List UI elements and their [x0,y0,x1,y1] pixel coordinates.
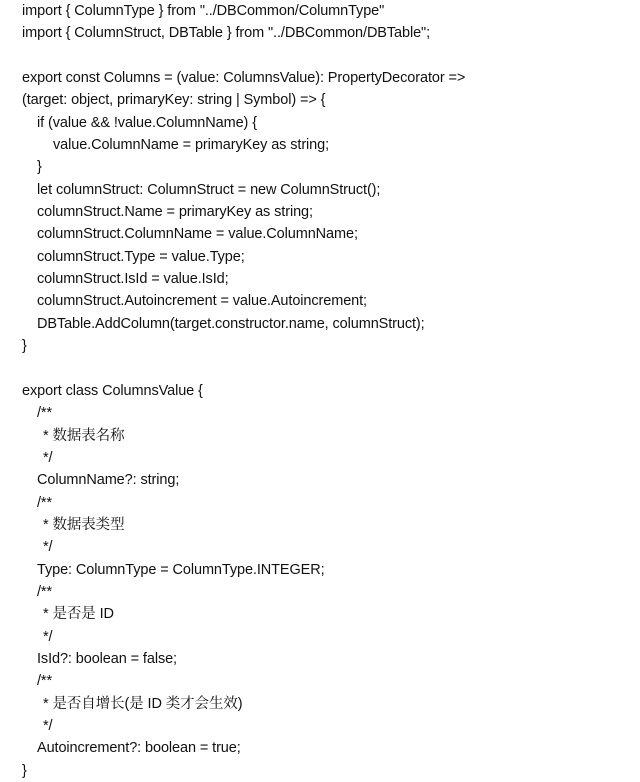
code-line: columnStruct.ColumnName = value.ColumnName; [37,226,358,243]
code-line: export const Columns = (value: ColumnsValue): PropertyDecorator => [22,70,466,87]
code-line: value.ColumnName = primaryKey as string; [53,137,330,154]
code-line: import { ColumnType } from "../DBCommon/ColumnType" [22,3,385,19]
code-line: } [37,159,42,176]
code-line: if (value && !value.ColumnName) { [37,114,257,131]
code-line: columnStruct.Type = value.Type; [37,248,245,265]
code-line: ColumnName?: string; [37,472,180,489]
code-line: } [22,338,27,355]
code-line: export class ColumnsValue { [22,382,203,399]
comment-line: /** [37,673,53,690]
comment-line: */ [43,628,53,645]
blank-line [22,358,632,380]
code-line: columnStruct.Name = primaryKey as string; [37,204,313,221]
comment-line: */ [43,539,53,556]
comment-line: */ [43,449,53,466]
comment-line: */ [43,718,53,734]
code-line: IsId?: boolean = false; [37,650,177,667]
code-line: let columnStruct: ColumnStruct = new ColumnStruct(); [37,181,381,198]
comment-line: /** [37,494,53,511]
comment-line: * 数据表类型 [43,516,125,533]
code-line: } [22,762,27,779]
comment-line: * 是否自增长(是 ID 类才会生效) [43,695,243,712]
comment-line: /** [37,405,53,422]
code-line: import { ColumnStruct, DBTable } from "../DBCommon/DBTable"; [22,25,431,42]
comment-line: * 是否是 ID [43,606,114,623]
code-line: Autoincrement?: boolean = true; [37,740,241,757]
comment-line: /** [37,583,53,600]
code-line: Type: ColumnType = ColumnType.INTEGER; [37,561,325,578]
code-line: columnStruct.IsId = value.IsId; [37,271,229,288]
code-line: columnStruct.Autoincrement = value.Autoincrement; [37,293,367,310]
comment-line: * 数据表名称 [43,427,125,444]
code-document [22,0,632,782]
code-line: DBTable.AddColumn(target.constructor.name, columnStruct); [37,315,425,332]
blank-line [22,45,632,67]
code-line: (target: object, primaryKey: string | Symbol) => { [22,92,326,109]
